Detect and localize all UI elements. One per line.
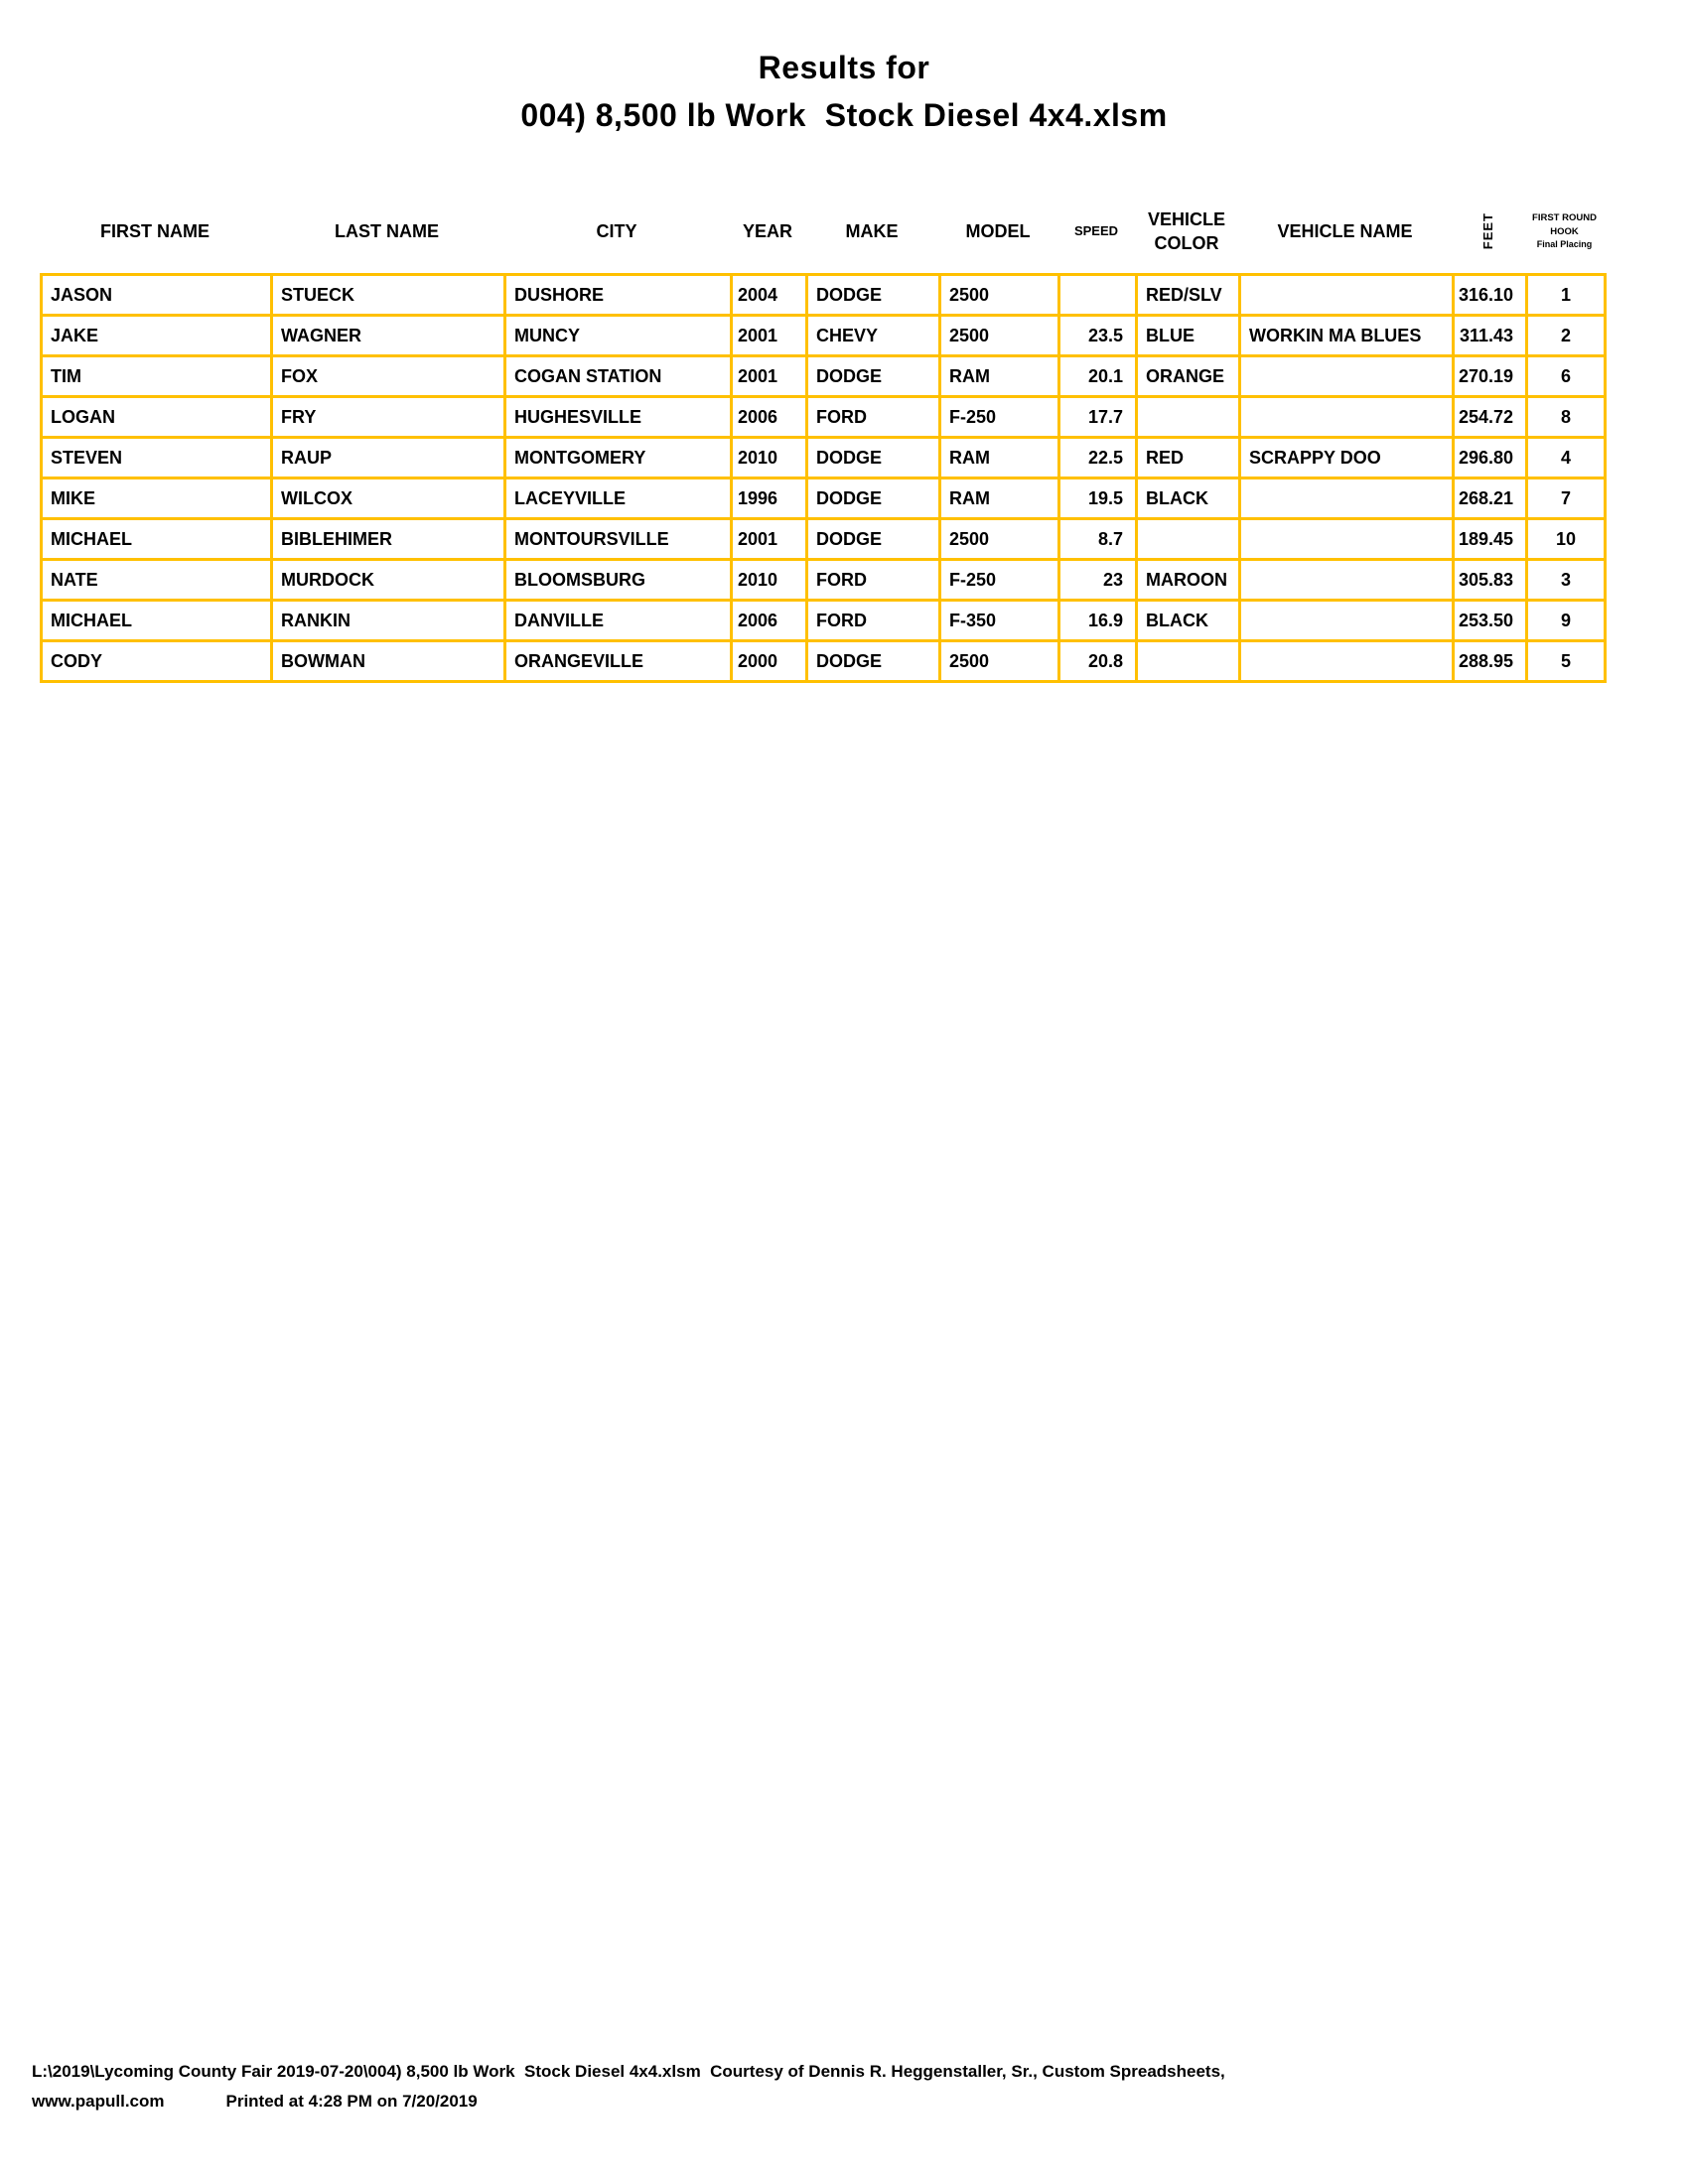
column-header-model: MODEL (965, 220, 1031, 241)
cell-city: HUGHESVILLE (505, 397, 732, 438)
feet-vertical-label: FEET (1480, 212, 1496, 250)
cell-vehicle-name: SCRAPPY DOO (1240, 438, 1454, 478)
cell-make: DODGE (807, 438, 940, 478)
table-row (42, 316, 1606, 356)
cell-vehicle-name (1240, 356, 1454, 397)
cell-make: DODGE (807, 641, 940, 682)
cell-vehicle-name (1240, 601, 1454, 641)
cell-speed: 19.5 (1059, 478, 1137, 519)
cell-vehicle-color: MAROON (1137, 560, 1240, 601)
cell-model: RAM (940, 356, 1059, 397)
footer-url: www.papull.com (32, 2092, 165, 2111)
cell-make: CHEVY (807, 316, 940, 356)
cell-first-name: MIKE (42, 478, 272, 519)
cell-speed: 22.5 (1059, 438, 1137, 478)
cell-year: 2006 (732, 601, 807, 641)
cell-feet: 316.10 (1454, 275, 1527, 316)
cell-placing: 7 (1527, 478, 1606, 519)
cell-speed: 20.8 (1059, 641, 1137, 682)
cell-make: DODGE (807, 519, 940, 560)
cell-placing: 1 (1527, 275, 1606, 316)
cell-model: RAM (940, 438, 1059, 478)
column-header-make: MAKE (845, 220, 899, 241)
column-header-placing (1525, 193, 1604, 270)
cell-model: 2500 (940, 519, 1059, 560)
results-table (40, 273, 1607, 683)
cell-placing: 9 (1527, 601, 1606, 641)
column-header-vehicle-name: VEHICLE NAME (1277, 220, 1413, 241)
cell-city: DANVILLE (505, 601, 732, 641)
cell-city: BLOOMSBURG (505, 560, 732, 601)
cell-vehicle-name (1240, 478, 1454, 519)
cell-model: F-350 (940, 601, 1059, 641)
cell-vehicle-color: BLUE (1137, 316, 1240, 356)
cell-feet: 288.95 (1454, 641, 1527, 682)
cell-feet: 253.50 (1454, 601, 1527, 641)
cell-first-name: LOGAN (42, 397, 272, 438)
cell-city: ORANGEVILLE (505, 641, 732, 682)
cell-feet: 305.83 (1454, 560, 1527, 601)
cell-speed: 23.5 (1059, 316, 1137, 356)
table-row (42, 438, 1606, 478)
cell-last-name: WILCOX (272, 478, 505, 519)
cell-placing: 3 (1527, 560, 1606, 601)
cell-vehicle-color (1137, 641, 1240, 682)
cell-vehicle-color: ORANGE (1137, 356, 1240, 397)
footer-file-path: L:\2019\Lycoming County Fair 2019-07-20\004) 8,500 lb Work Stock Diesel 4x4.xlsm Courtesy of Dennis R. Heggenstaller, Sr., Custom Spreadsheets, (32, 2062, 1225, 2081)
cell-make: FORD (807, 397, 940, 438)
column-header-vehicle-color: VEHICLE COLOR (1147, 208, 1225, 253)
cell-speed: 20.1 (1059, 356, 1137, 397)
page-title: Results for (758, 50, 930, 85)
cell-vehicle-color (1137, 519, 1240, 560)
cell-year: 2001 (732, 519, 807, 560)
cell-vehicle-color: RED/SLV (1137, 275, 1240, 316)
table-row (42, 397, 1606, 438)
cell-last-name: WAGNER (272, 316, 505, 356)
cell-year: 2010 (732, 438, 807, 478)
cell-feet: 270.19 (1454, 356, 1527, 397)
table-row (42, 519, 1606, 560)
table-row (42, 275, 1606, 316)
cell-feet: 268.21 (1454, 478, 1527, 519)
cell-feet: 254.72 (1454, 397, 1527, 438)
footer-printed-timestamp: Printed at 4:28 PM on 7/20/2019 (225, 2092, 478, 2111)
cell-first-name: JAKE (42, 316, 272, 356)
cell-placing: 8 (1527, 397, 1606, 438)
cell-feet: 311.43 (1454, 316, 1527, 356)
cell-last-name: FOX (272, 356, 505, 397)
table-row (42, 560, 1606, 601)
cell-vehicle-color (1137, 397, 1240, 438)
column-header-first-name: FIRST NAME (100, 220, 210, 241)
cell-first-name: STEVEN (42, 438, 272, 478)
cell-vehicle-color: BLACK (1137, 601, 1240, 641)
cell-vehicle-name (1240, 397, 1454, 438)
cell-feet: 296.80 (1454, 438, 1527, 478)
cell-first-name: NATE (42, 560, 272, 601)
cell-year: 1996 (732, 478, 807, 519)
cell-model: 2500 (940, 316, 1059, 356)
column-header-year: YEAR (742, 220, 792, 241)
column-header-feet (1452, 193, 1525, 270)
cell-last-name: BIBLEHIMER (272, 519, 505, 560)
cell-year: 2000 (732, 641, 807, 682)
column-header-city: CITY (596, 220, 637, 241)
cell-model: F-250 (940, 560, 1059, 601)
cell-year: 2001 (732, 316, 807, 356)
cell-vehicle-name (1240, 519, 1454, 560)
cell-placing: 6 (1527, 356, 1606, 397)
cell-vehicle-name: WORKIN MA BLUES (1240, 316, 1454, 356)
cell-city: LACEYVILLE (505, 478, 732, 519)
cell-model: 2500 (940, 641, 1059, 682)
cell-first-name: JASON (42, 275, 272, 316)
cell-last-name: BOWMAN (272, 641, 505, 682)
cell-vehicle-name (1240, 641, 1454, 682)
cell-city: DUSHORE (505, 275, 732, 316)
cell-vehicle-name (1240, 275, 1454, 316)
first-round-hook-label: FIRST ROUND HOOK (1532, 212, 1597, 237)
cell-first-name: TIM (42, 356, 272, 397)
cell-model: F-250 (940, 397, 1059, 438)
column-header-last-name: LAST NAME (335, 220, 439, 241)
cell-model: RAM (940, 478, 1059, 519)
cell-year: 2010 (732, 560, 807, 601)
table-row (42, 601, 1606, 641)
cell-placing: 4 (1527, 438, 1606, 478)
cell-last-name: STUECK (272, 275, 505, 316)
cell-placing: 10 (1527, 519, 1606, 560)
cell-vehicle-name (1240, 560, 1454, 601)
footer (32, 2057, 1660, 2116)
cell-vehicle-color: BLACK (1137, 478, 1240, 519)
cell-speed: 16.9 (1059, 601, 1137, 641)
cell-vehicle-color: RED (1137, 438, 1240, 478)
cell-model: 2500 (940, 275, 1059, 316)
table-row (42, 641, 1606, 682)
cell-speed: 23 (1059, 560, 1137, 601)
cell-last-name: RAUP (272, 438, 505, 478)
cell-first-name: MICHAEL (42, 519, 272, 560)
cell-make: DODGE (807, 356, 940, 397)
cell-city: MONTGOMERY (505, 438, 732, 478)
cell-make: FORD (807, 601, 940, 641)
cell-year: 2001 (732, 356, 807, 397)
cell-city: COGAN STATION (505, 356, 732, 397)
cell-make: DODGE (807, 275, 940, 316)
cell-feet: 189.45 (1454, 519, 1527, 560)
cell-make: DODGE (807, 478, 940, 519)
table-header-row (40, 193, 1604, 270)
cell-year: 2006 (732, 397, 807, 438)
column-header-speed: SPEED (1073, 223, 1119, 239)
cell-placing: 5 (1527, 641, 1606, 682)
cell-last-name: FRY (272, 397, 505, 438)
cell-last-name: MURDOCK (272, 560, 505, 601)
cell-first-name: CODY (42, 641, 272, 682)
cell-city: MONTOURSVILLE (505, 519, 732, 560)
final-placing-label: Final Placing (1536, 239, 1593, 249)
cell-first-name: MICHAEL (42, 601, 272, 641)
table-row (42, 478, 1606, 519)
cell-speed: 17.7 (1059, 397, 1137, 438)
page-subtitle: 004) 8,500 lb Work Stock Diesel 4x4.xlsm (520, 97, 1168, 133)
cell-last-name: RANKIN (272, 601, 505, 641)
table-row (42, 356, 1606, 397)
cell-make: FORD (807, 560, 940, 601)
cell-year: 2004 (732, 275, 807, 316)
cell-placing: 2 (1527, 316, 1606, 356)
cell-speed: 8.7 (1059, 519, 1137, 560)
cell-city: MUNCY (505, 316, 732, 356)
cell-speed (1059, 275, 1137, 316)
